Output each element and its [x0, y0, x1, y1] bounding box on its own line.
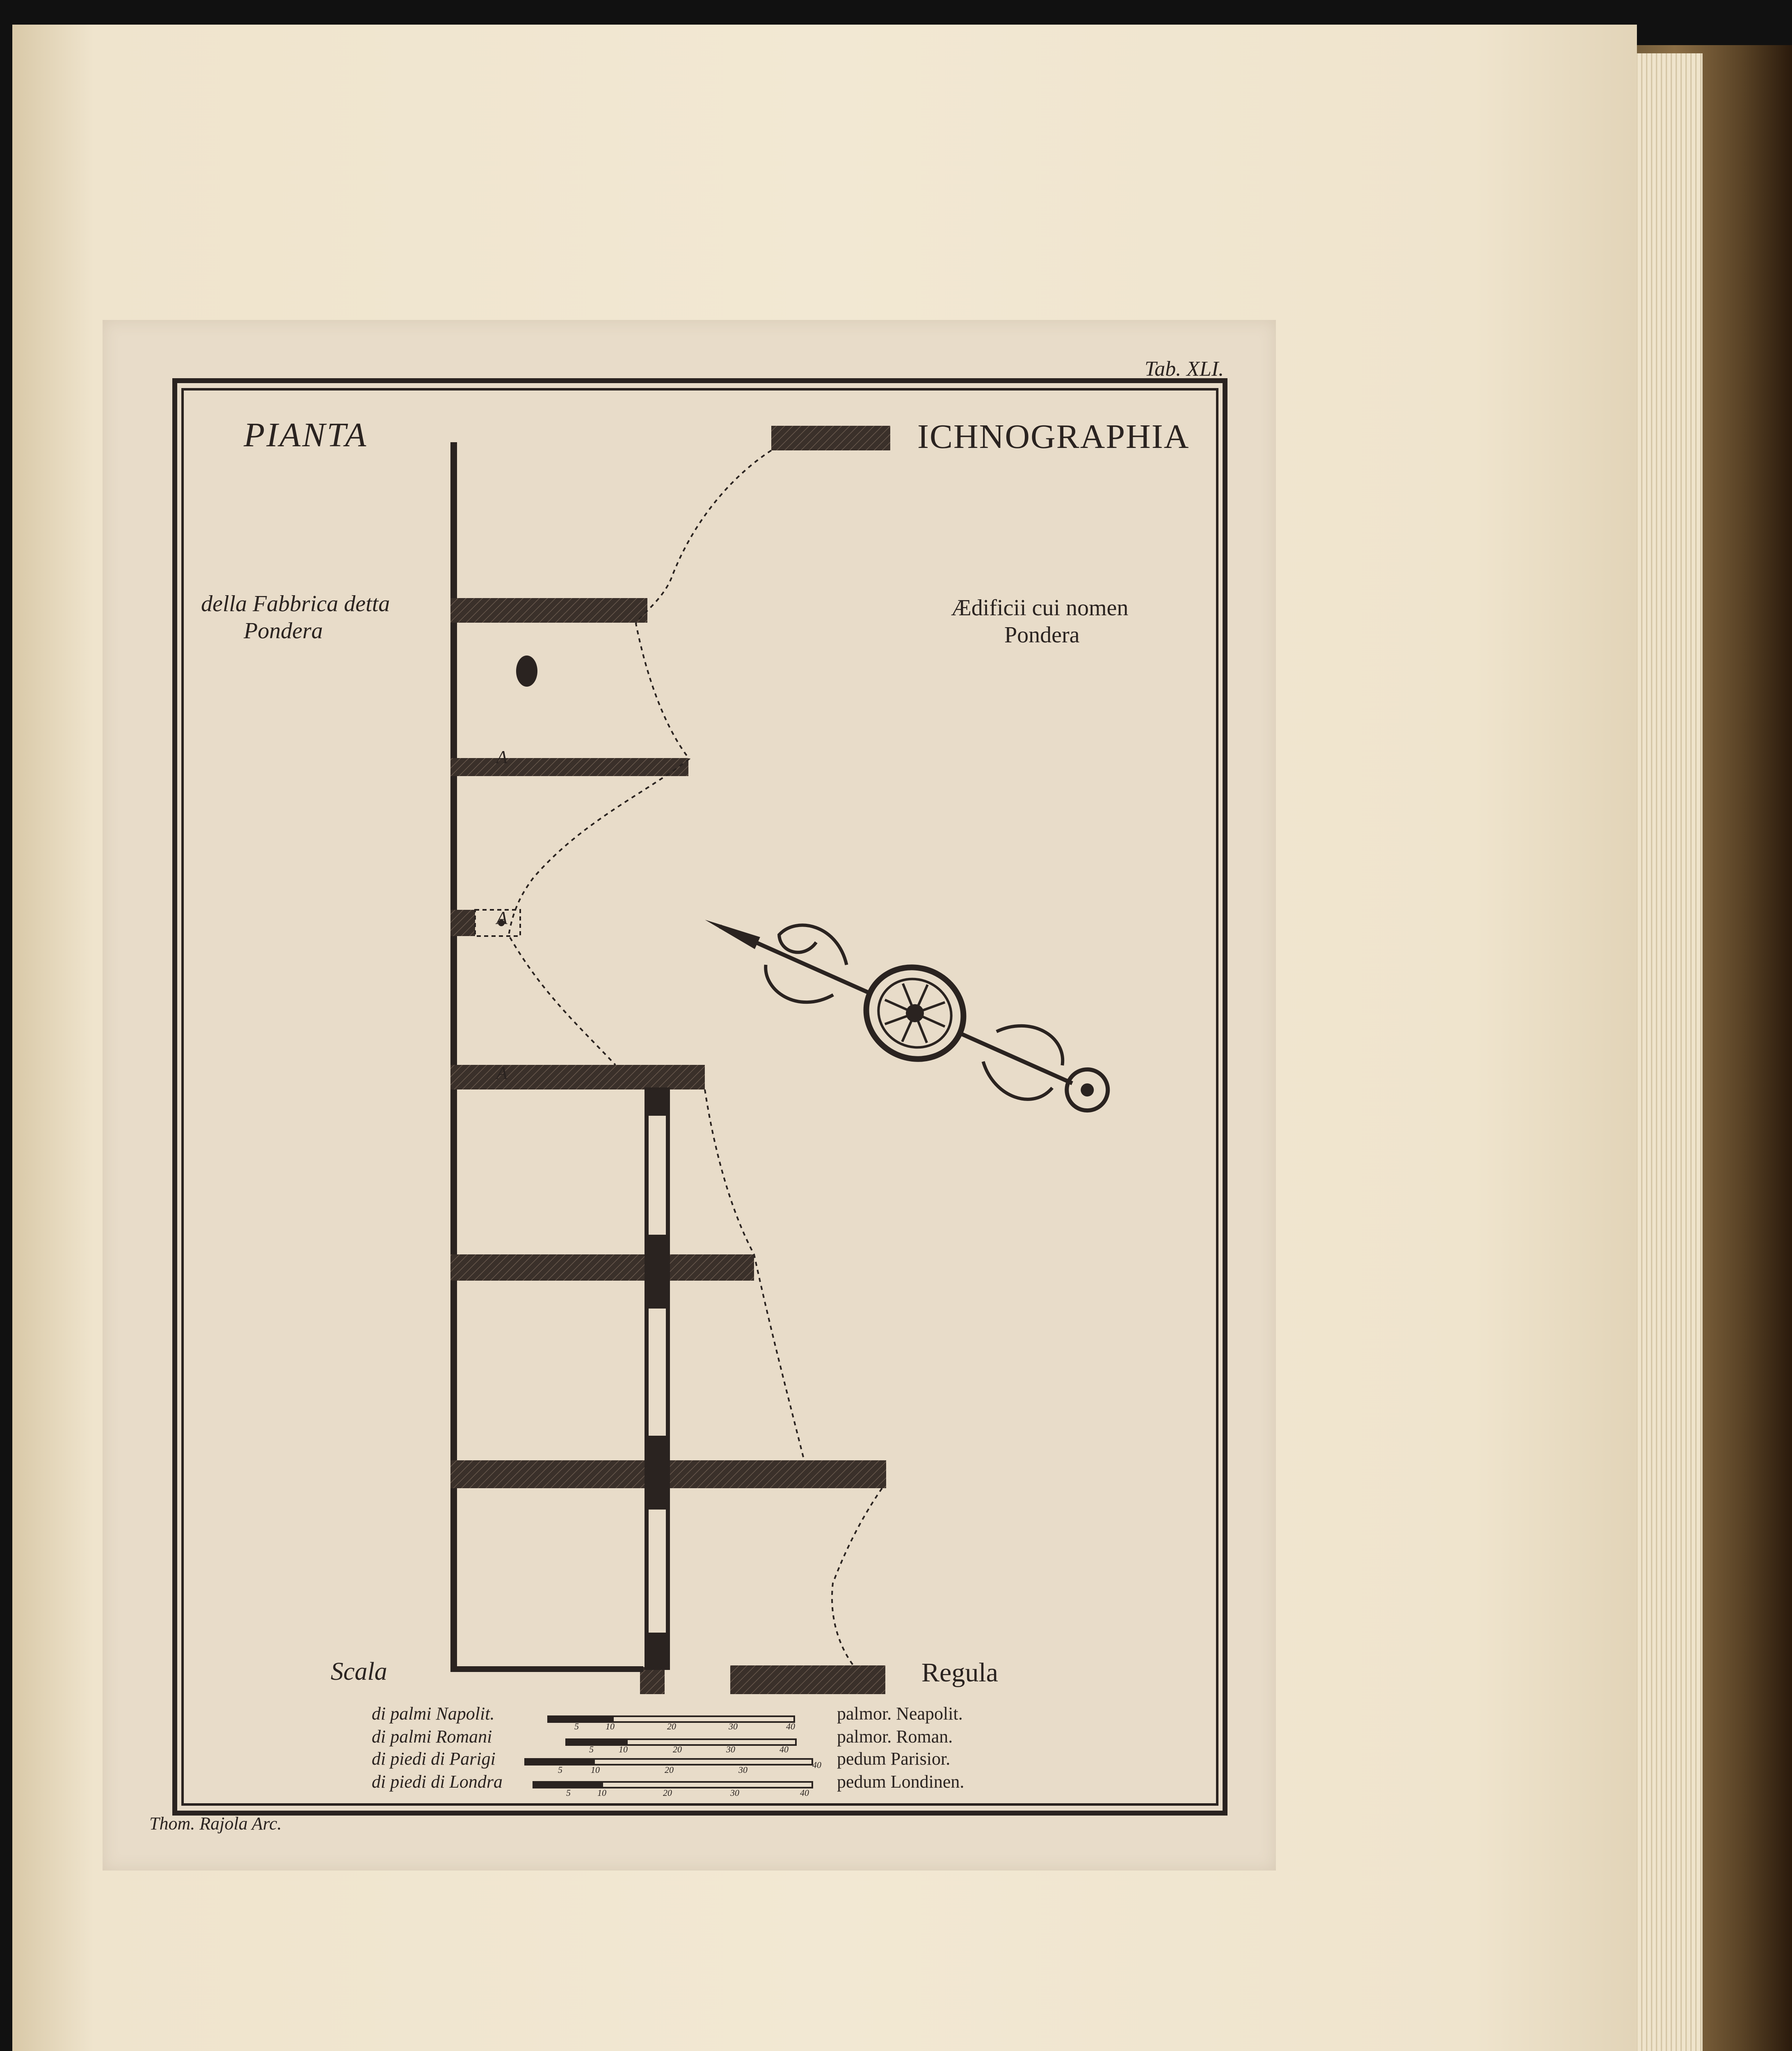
- title-italian: PIANTA: [244, 416, 368, 454]
- plan-mark-a: A: [496, 747, 507, 767]
- scale-tick: 40: [786, 1721, 795, 1731]
- scale-tick: 10: [591, 1765, 600, 1775]
- plan-mark-a: A: [496, 1063, 507, 1083]
- scale-tick: 10: [606, 1721, 615, 1731]
- column-dot: [516, 655, 537, 687]
- scale-tick: 5: [566, 1788, 571, 1798]
- scale-tick: 10: [597, 1788, 606, 1798]
- scale-tick: 20: [667, 1721, 676, 1731]
- scale-tick: 30: [729, 1721, 738, 1731]
- subtitle-latin-line2: Pondera: [1004, 622, 1080, 648]
- subtitle-latin-line1: Ædificii cui nomen: [951, 595, 1129, 621]
- plan-mark-a: A: [496, 908, 507, 928]
- scale-tick: 5: [574, 1721, 579, 1731]
- wall-3: [450, 1065, 705, 1089]
- scale-tick: 30: [738, 1765, 747, 1775]
- scale-right-label: pedum Parisior.: [837, 1749, 951, 1769]
- title-latin: ICHNOGRAPHIA: [917, 418, 1190, 456]
- wall-4: [450, 1254, 754, 1281]
- subtitle-italian-line1: della Fabbrica detta: [201, 591, 390, 617]
- scale-italian-label: Scala: [331, 1658, 387, 1686]
- scale-left-label: di piedi di Londra: [372, 1772, 503, 1792]
- scale-left-label: di piedi di Parigi: [372, 1749, 496, 1769]
- subtitle-italian-line2: Pondera: [244, 618, 323, 644]
- scale-latin-label: Regula: [921, 1658, 998, 1688]
- corridor: [647, 1089, 668, 1668]
- wall-bottom-2: [730, 1665, 885, 1694]
- wall-top: [771, 426, 890, 450]
- scale-left-label: di palmi Napolit.: [372, 1704, 495, 1724]
- scale-right-label: pedum Londinen.: [837, 1772, 965, 1792]
- scale-tick: 10: [619, 1744, 628, 1754]
- scale-tick: 30: [726, 1744, 735, 1754]
- scale-tick: 20: [663, 1788, 672, 1798]
- scale-right-label: palmor. Neapolit.: [837, 1704, 963, 1724]
- tab-number: Tab. XLI.: [1145, 357, 1224, 381]
- scale-tick: 40: [800, 1788, 809, 1798]
- scale-tick: 5: [589, 1744, 594, 1754]
- engraver-signature: Thom. Rajola Arc.: [149, 1813, 282, 1834]
- scale-right-label: palmor. Roman.: [837, 1727, 953, 1747]
- scale-tick: 20: [665, 1765, 674, 1775]
- compass-rose: [687, 879, 1125, 1140]
- scale-tick: 40: [812, 1760, 821, 1770]
- wall-1: [450, 598, 647, 623]
- scale-tick: 5: [558, 1765, 562, 1775]
- scale-tick: 20: [673, 1744, 682, 1754]
- wall-bottom-1: [640, 1667, 665, 1694]
- scale-tick: 30: [730, 1788, 739, 1798]
- scale-left-label: di palmi Romani: [372, 1727, 492, 1747]
- wall-stub: [450, 910, 475, 936]
- wall-2: [450, 758, 688, 776]
- scale-tick: 40: [779, 1744, 789, 1754]
